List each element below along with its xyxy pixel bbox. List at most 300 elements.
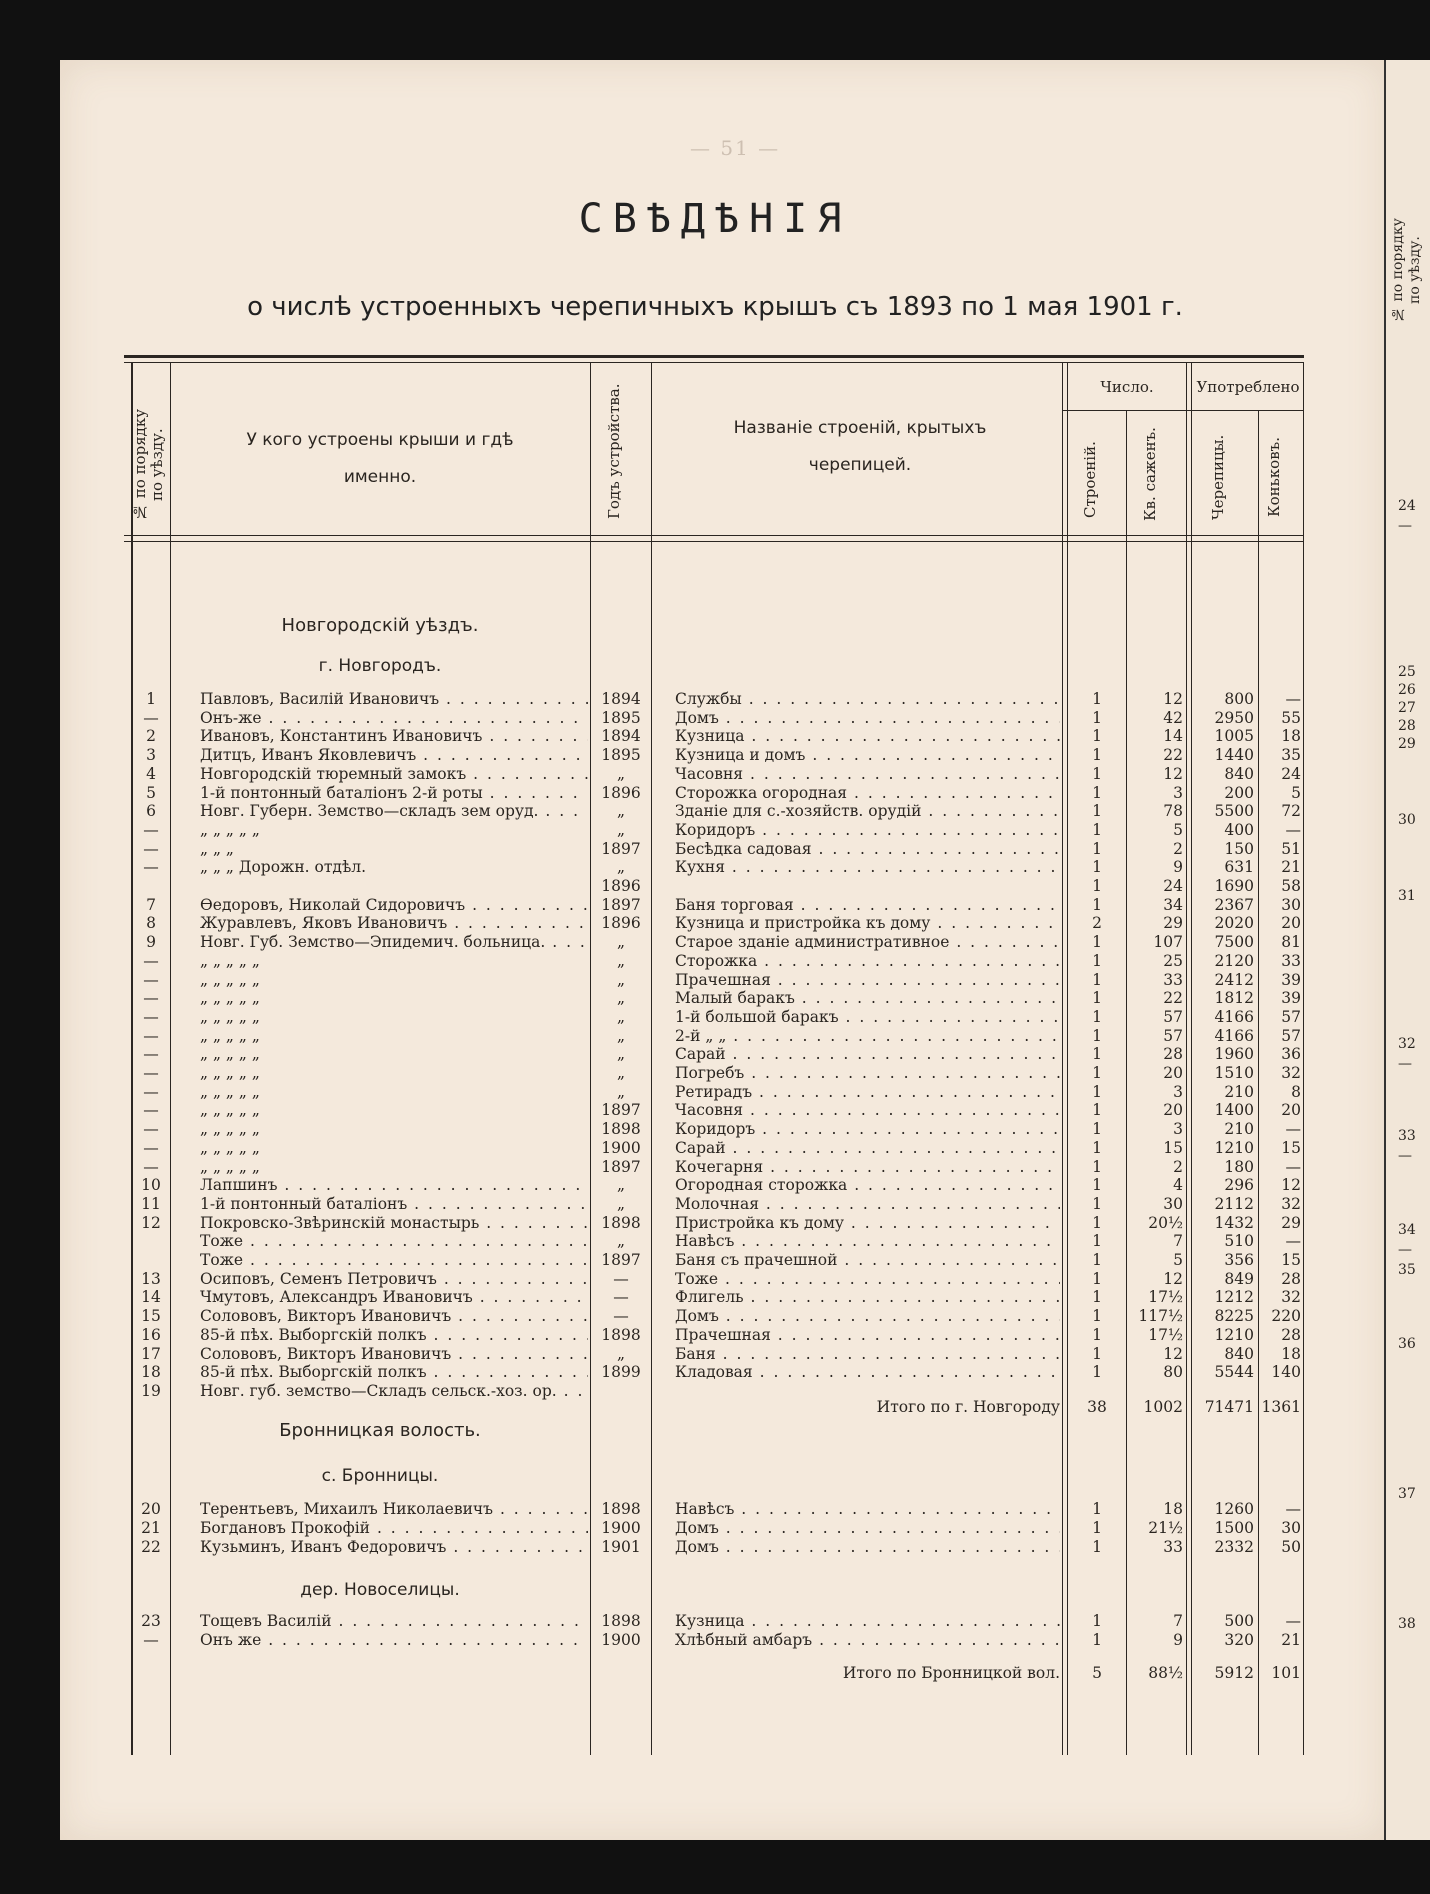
row-year: „ bbox=[616, 1064, 626, 1082]
row-owner: Новг. Губерн. Земство—складъ зем оруд. . . . bbox=[200, 802, 588, 820]
row-year: „ bbox=[616, 802, 626, 821]
row-structures: 1 bbox=[1092, 1138, 1102, 1157]
row-ridges: 33 bbox=[1281, 951, 1301, 970]
col-divider-year bbox=[651, 363, 652, 1755]
right-page-row-number: 26 bbox=[1398, 682, 1416, 698]
right-page-row-number: 36 bbox=[1398, 1336, 1416, 1352]
row-owner: Терентьевъ, Михаилъ Николаевичъ . . . bbox=[200, 1500, 588, 1518]
row-tiles: 296 bbox=[1224, 1176, 1254, 1195]
row-year: 1897 bbox=[601, 895, 641, 914]
row-tiles: 8225 bbox=[1214, 1307, 1254, 1326]
row-year: 1900 bbox=[601, 1631, 641, 1649]
row-number: 20 bbox=[141, 1500, 161, 1518]
row-ridges: 36 bbox=[1281, 1045, 1301, 1064]
header-ridges: Коньковъ. bbox=[1265, 437, 1283, 518]
row-structures: 1 bbox=[1092, 989, 1102, 1008]
section-volost: Бронницкая волость. bbox=[279, 1420, 481, 1441]
row-tiles: 1440 bbox=[1214, 746, 1254, 765]
right-page-row-number: 28 bbox=[1398, 718, 1416, 734]
total-volost-structures: 5 bbox=[1092, 1664, 1102, 1682]
row-owner: 1-й понтонный баталіонъ 2-й роты . . . bbox=[200, 784, 588, 802]
row-building: Кухня . . . bbox=[675, 858, 1060, 876]
row-tiles: 1400 bbox=[1214, 1101, 1254, 1120]
row-structures: 1 bbox=[1092, 802, 1102, 821]
right-page-row-number: 35 bbox=[1398, 1262, 1416, 1278]
total-city-ridges: 1361 bbox=[1261, 1398, 1301, 1416]
row-tiles: 510 bbox=[1224, 1232, 1254, 1251]
row-sq-sazhen: 7 bbox=[1173, 1612, 1183, 1630]
row-tiles: 400 bbox=[1224, 820, 1254, 839]
row-structures: 1 bbox=[1092, 895, 1102, 914]
row-building: Домъ . . . bbox=[675, 1307, 1060, 1325]
row-number: — bbox=[143, 820, 159, 839]
section-village-bronnitsy: с. Бронницы. bbox=[321, 1466, 439, 1486]
right-page-row-number: 24 bbox=[1398, 498, 1416, 514]
row-building: Кладовая . . . bbox=[675, 1363, 1060, 1381]
row-number: — bbox=[143, 1082, 159, 1101]
row-ridges: 12 bbox=[1281, 1176, 1301, 1195]
row-sq-sazhen: 17½ bbox=[1148, 1325, 1183, 1344]
row-sq-sazhen: 12 bbox=[1163, 690, 1183, 708]
row-tiles: 2412 bbox=[1214, 970, 1254, 989]
row-ridges: 55 bbox=[1281, 708, 1301, 727]
row-owner: „ „ „ „ „ bbox=[200, 1101, 260, 1120]
row-building: Сторожка огородная . . . bbox=[675, 784, 1060, 802]
row-sq-sazhen: 33 bbox=[1163, 970, 1183, 989]
row-owner: „ „ „ „ „ bbox=[200, 1157, 260, 1176]
row-owner: Кузьминъ, Иванъ Федоровичъ . . . bbox=[200, 1538, 588, 1556]
right-page-row-number: 37 bbox=[1398, 1486, 1416, 1502]
row-building: Баня . . . bbox=[675, 1345, 1060, 1363]
row-building: Сарай . . . bbox=[675, 1045, 1060, 1063]
row-number: 2 bbox=[146, 727, 156, 746]
row-tiles: 849 bbox=[1224, 1269, 1254, 1288]
row-sq-sazhen: 5 bbox=[1173, 1251, 1183, 1269]
right-page-row-number: 38 bbox=[1398, 1616, 1416, 1632]
row-owner: Тоже . . . bbox=[200, 1232, 588, 1250]
row-tiles: 1812 bbox=[1214, 989, 1254, 1008]
row-ridges: — bbox=[1285, 1500, 1301, 1518]
row-year: 1899 bbox=[601, 1363, 641, 1382]
total-volost-label: Итого по Бронницкой вол. bbox=[842, 1664, 1060, 1682]
row-sq-sazhen: 12 bbox=[1163, 1344, 1183, 1363]
total-volost-sq: 88½ bbox=[1148, 1664, 1183, 1682]
row-owner: Осиповъ, Семенъ Петровичъ . . . bbox=[200, 1270, 588, 1288]
row-structures: 1 bbox=[1092, 1026, 1102, 1045]
row-structures: 1 bbox=[1092, 708, 1102, 727]
row-tiles: 7500 bbox=[1214, 933, 1254, 952]
row-tiles: 1005 bbox=[1214, 727, 1254, 746]
row-ridges: 39 bbox=[1281, 970, 1301, 989]
row-ridges: 21 bbox=[1281, 1631, 1301, 1649]
row-tiles: 356 bbox=[1224, 1251, 1254, 1269]
row-structures: 1 bbox=[1092, 820, 1102, 839]
row-year: 1897 bbox=[601, 1157, 641, 1176]
document-subtitle: о числѣ устроенныхъ черепичныхъ крышъ съ 1893 по 1 мая 1901 г. bbox=[247, 292, 1183, 322]
row-sq-sazhen: 25 bbox=[1163, 951, 1183, 970]
row-structures: 1 bbox=[1092, 1213, 1102, 1232]
right-page-row-number: 32 bbox=[1398, 1036, 1416, 1052]
row-tiles: 210 bbox=[1224, 1082, 1254, 1101]
row-sq-sazhen: 14 bbox=[1163, 727, 1183, 746]
row-building: Коридоръ . . . bbox=[675, 1120, 1060, 1138]
row-tiles: 840 bbox=[1224, 764, 1254, 783]
row-structures: 1 bbox=[1092, 1269, 1102, 1288]
row-sq-sazhen: 33 bbox=[1163, 1538, 1183, 1556]
row-tiles: 2332 bbox=[1214, 1538, 1254, 1556]
row-sq-sazhen: 28 bbox=[1163, 1045, 1183, 1064]
row-year: „ bbox=[616, 1194, 626, 1213]
row-owner: „ „ „ „ „ bbox=[200, 1082, 260, 1101]
row-structures: 1 bbox=[1092, 858, 1102, 877]
total-volost-ridges: 101 bbox=[1271, 1664, 1301, 1682]
col-divider-right bbox=[1303, 363, 1304, 1755]
row-number: — bbox=[143, 1007, 159, 1026]
document-title: СВѢДѢНІЯ bbox=[578, 196, 852, 242]
row-owner: „ „ „ „ „ bbox=[200, 1045, 260, 1064]
row-sq-sazhen: 107 bbox=[1153, 933, 1183, 952]
row-year: — bbox=[613, 1307, 629, 1326]
row-year: 1897 bbox=[601, 1101, 641, 1120]
row-owner: „ „ „ bbox=[200, 839, 234, 858]
row-building: Навѣсъ . . . bbox=[675, 1500, 1060, 1518]
row-building: Баня съ прачешной . . . bbox=[675, 1251, 1060, 1269]
row-year: „ bbox=[616, 820, 626, 839]
row-tiles: 1212 bbox=[1214, 1288, 1254, 1307]
row-ridges: — bbox=[1285, 1232, 1301, 1251]
row-year: „ bbox=[616, 1176, 626, 1195]
row-year: 1898 bbox=[601, 1500, 641, 1518]
row-building: Баня торговая . . . bbox=[675, 896, 1060, 914]
row-owner: Солововъ, Викторъ Ивановичъ . . . bbox=[200, 1345, 588, 1363]
row-ridges: 35 bbox=[1281, 746, 1301, 765]
row-sq-sazhen: 15 bbox=[1163, 1138, 1183, 1157]
right-page-row-number: 27 bbox=[1398, 700, 1416, 716]
right-page-header: № по порядку по уѣзду. bbox=[1390, 218, 1423, 322]
row-building: Флигель . . . bbox=[675, 1288, 1060, 1306]
row-structures: 1 bbox=[1092, 690, 1102, 708]
row-tiles: 1960 bbox=[1214, 1045, 1254, 1064]
row-year: 1900 bbox=[601, 1138, 641, 1157]
row-building: Домъ . . . bbox=[675, 1538, 1060, 1556]
row-building: Кочегарня . . . bbox=[675, 1158, 1060, 1176]
row-number: — bbox=[143, 1120, 159, 1139]
row-tiles: 1260 bbox=[1214, 1500, 1254, 1518]
row-tiles: 4166 bbox=[1214, 1007, 1254, 1026]
total-volost-tiles: 5912 bbox=[1214, 1664, 1254, 1682]
row-building: Бесѣдка садовая . . . bbox=[675, 840, 1060, 858]
row-year: 1897 bbox=[601, 1251, 641, 1269]
row-tiles: 2112 bbox=[1214, 1194, 1254, 1213]
row-sq-sazhen: 3 bbox=[1173, 1082, 1183, 1101]
row-year: „ bbox=[616, 1026, 626, 1045]
row-structures: 1 bbox=[1092, 1538, 1102, 1556]
row-tiles: 1210 bbox=[1214, 1325, 1254, 1344]
row-building: Кузница . . . bbox=[675, 727, 1060, 745]
row-sq-sazhen: 9 bbox=[1173, 858, 1183, 877]
row-tiles: 1510 bbox=[1214, 1064, 1254, 1082]
row-structures: 2 bbox=[1092, 914, 1102, 933]
row-ridges: 32 bbox=[1281, 1194, 1301, 1213]
row-structures: 1 bbox=[1092, 951, 1102, 970]
row-tiles: 631 bbox=[1224, 858, 1254, 877]
row-number: 14 bbox=[141, 1288, 161, 1307]
page-number: — 51 — bbox=[690, 136, 781, 160]
header-bottom-border-2 bbox=[124, 541, 1304, 542]
row-tiles: 200 bbox=[1224, 783, 1254, 802]
row-number: 6 bbox=[146, 802, 156, 821]
row-building: Службы . . . bbox=[675, 690, 1060, 708]
row-building: Сторожка . . . bbox=[675, 952, 1060, 970]
header-tiles: Черепицы. bbox=[1209, 434, 1227, 521]
row-structures: 1 bbox=[1092, 1612, 1102, 1630]
row-year: 1895 bbox=[601, 746, 641, 765]
row-sq-sazhen: 18 bbox=[1163, 1500, 1183, 1518]
row-structures: 1 bbox=[1092, 1120, 1102, 1139]
row-ridges: 24 bbox=[1281, 764, 1301, 783]
row-owner: Солововъ, Викторъ Ивановичъ . . . bbox=[200, 1307, 588, 1325]
row-owner: „ „ „ „ „ bbox=[200, 1120, 260, 1139]
row-year: 1898 bbox=[601, 1612, 641, 1630]
row-sq-sazhen: 9 bbox=[1173, 1631, 1183, 1649]
row-number: 10 bbox=[141, 1176, 161, 1195]
row-ridges: 39 bbox=[1281, 989, 1301, 1008]
row-sq-sazhen: 4 bbox=[1173, 1176, 1183, 1195]
row-structures: 1 bbox=[1092, 1325, 1102, 1344]
row-owner: Богдановъ Прокофій . . . bbox=[200, 1519, 588, 1537]
right-page-row-number: — bbox=[1398, 1242, 1412, 1258]
row-year: „ bbox=[616, 933, 626, 952]
row-year: 1896 bbox=[601, 783, 641, 802]
row-sq-sazhen: 24 bbox=[1163, 877, 1183, 895]
row-tiles: 180 bbox=[1224, 1157, 1254, 1176]
row-year: 1898 bbox=[601, 1325, 641, 1344]
row-number: 13 bbox=[141, 1269, 161, 1288]
right-page-row-number: — bbox=[1398, 1148, 1412, 1164]
header-bottom-border bbox=[124, 535, 1304, 536]
row-structures: 1 bbox=[1092, 764, 1102, 783]
row-tiles: 150 bbox=[1224, 839, 1254, 858]
section-uezd: Новгородскій уѣздъ. bbox=[281, 615, 479, 636]
row-building: Хлѣбный амбаръ . . . bbox=[675, 1631, 1060, 1649]
row-structures: 1 bbox=[1092, 727, 1102, 746]
row-number: — bbox=[143, 708, 159, 727]
row-ridges: 15 bbox=[1281, 1138, 1301, 1157]
right-page-row-number: 31 bbox=[1398, 888, 1416, 904]
row-building: Ретирадъ . . . bbox=[675, 1083, 1060, 1101]
row-building: Малый баракъ . . . bbox=[675, 989, 1060, 1007]
row-number: — bbox=[143, 1631, 159, 1649]
row-structures: 1 bbox=[1092, 1157, 1102, 1176]
row-sq-sazhen: 21½ bbox=[1148, 1519, 1183, 1537]
row-ridges: — bbox=[1285, 1612, 1301, 1630]
row-owner: Новг. Губ. Земство—Эпидемич. больница. . . . bbox=[200, 933, 588, 951]
right-page-row-number: — bbox=[1398, 1056, 1412, 1072]
row-number: 19 bbox=[141, 1381, 161, 1400]
row-building: Домъ . . . bbox=[675, 709, 1060, 727]
row-sq-sazhen: 12 bbox=[1163, 764, 1183, 783]
row-structures: 1 bbox=[1092, 1064, 1102, 1082]
row-tiles: 320 bbox=[1224, 1631, 1254, 1649]
row-structures: 1 bbox=[1092, 1251, 1102, 1269]
row-year: 1896 bbox=[601, 877, 641, 895]
row-number: 1 bbox=[146, 690, 156, 708]
row-structures: 1 bbox=[1092, 783, 1102, 802]
col-divider-owner bbox=[590, 363, 591, 1755]
row-number: — bbox=[143, 858, 159, 877]
table-top-border-thin bbox=[124, 362, 1304, 363]
row-structures: 1 bbox=[1092, 1176, 1102, 1195]
row-ridges: — bbox=[1285, 1120, 1301, 1139]
row-sq-sazhen: 80 bbox=[1163, 1363, 1183, 1382]
row-building: Часовня . . . bbox=[675, 1101, 1060, 1119]
row-number: — bbox=[143, 951, 159, 970]
row-tiles: 5500 bbox=[1214, 802, 1254, 821]
row-number: — bbox=[143, 989, 159, 1008]
row-sq-sazhen: 2 bbox=[1173, 839, 1183, 858]
row-year: 1894 bbox=[601, 690, 641, 708]
row-sq-sazhen: 57 bbox=[1163, 1007, 1183, 1026]
row-structures: 1 bbox=[1092, 1344, 1102, 1363]
group-header-divider bbox=[1062, 410, 1304, 411]
header-year: Годъ устройства. bbox=[605, 383, 623, 519]
row-ridges: 20 bbox=[1281, 1101, 1301, 1120]
row-structures: 1 bbox=[1092, 839, 1102, 858]
row-number: — bbox=[143, 1138, 159, 1157]
row-number: 4 bbox=[146, 764, 156, 783]
header-owner: У кого устроены крыши и гдѣ именно. bbox=[246, 430, 514, 487]
row-owner: Онъ же . . . bbox=[200, 1631, 588, 1649]
row-structures: 1 bbox=[1092, 1288, 1102, 1307]
row-owner: Покровско-Звѣринскій монастырь . . . bbox=[200, 1214, 588, 1232]
row-owner: „ „ „ „ „ bbox=[200, 1064, 260, 1082]
row-tiles: 2020 bbox=[1214, 914, 1254, 933]
row-structures: 1 bbox=[1092, 1194, 1102, 1213]
row-year: „ bbox=[616, 970, 626, 989]
row-sq-sazhen: 42 bbox=[1163, 708, 1183, 727]
row-ridges: 220 bbox=[1271, 1307, 1301, 1326]
row-structures: 1 bbox=[1092, 1631, 1102, 1649]
row-number: 18 bbox=[141, 1363, 161, 1382]
row-tiles: 840 bbox=[1224, 1344, 1254, 1363]
row-ridges: — bbox=[1285, 820, 1301, 839]
row-number: 8 bbox=[146, 914, 156, 933]
row-ridges: 18 bbox=[1281, 1344, 1301, 1363]
row-ridges: 81 bbox=[1281, 933, 1301, 952]
row-ridges: 51 bbox=[1281, 839, 1301, 858]
row-tiles: 2950 bbox=[1214, 708, 1254, 727]
row-owner: „ „ „ „ „ bbox=[200, 820, 260, 839]
row-number: 11 bbox=[141, 1194, 161, 1213]
row-tiles: 1432 bbox=[1214, 1213, 1254, 1232]
row-owner: „ „ „ „ „ bbox=[200, 1007, 260, 1026]
row-ridges: — bbox=[1285, 1157, 1301, 1176]
header-count-group: Число. bbox=[1100, 378, 1154, 396]
row-building: Пристройка къ дому . . . bbox=[675, 1214, 1060, 1232]
row-building: Прачешная . . . bbox=[675, 971, 1060, 989]
row-building: Молочная . . . bbox=[675, 1195, 1060, 1213]
row-tiles: 4166 bbox=[1214, 1026, 1254, 1045]
right-page-row-number: 34 bbox=[1398, 1222, 1416, 1238]
row-ridges: 21 bbox=[1281, 858, 1301, 877]
row-number: 12 bbox=[141, 1213, 161, 1232]
row-structures: 1 bbox=[1092, 1101, 1102, 1120]
row-building: Коридоръ . . . bbox=[675, 821, 1060, 839]
row-owner: Лапшинъ . . . bbox=[200, 1176, 588, 1194]
row-ridges: 58 bbox=[1281, 877, 1301, 895]
right-page-row-number: 29 bbox=[1398, 736, 1416, 752]
row-sq-sazhen: 30 bbox=[1163, 1194, 1183, 1213]
row-owner: Павловъ, Василій Ивановичъ . . . bbox=[200, 690, 588, 708]
row-number: — bbox=[143, 839, 159, 858]
row-sq-sazhen: 17½ bbox=[1148, 1288, 1183, 1307]
row-tiles: 2120 bbox=[1214, 951, 1254, 970]
row-ridges: 20 bbox=[1281, 914, 1301, 933]
row-tiles: 210 bbox=[1224, 1120, 1254, 1139]
row-structures: 1 bbox=[1092, 877, 1102, 895]
row-owner: Новгородскій тюремный замокъ . . . bbox=[200, 765, 588, 783]
total-city-tiles: 71471 bbox=[1204, 1398, 1254, 1416]
row-year: 1896 bbox=[601, 914, 641, 933]
row-building: Часовня . . . bbox=[675, 765, 1060, 783]
row-year: „ bbox=[616, 764, 626, 783]
row-ridges: 32 bbox=[1281, 1064, 1301, 1082]
col-divider-sq bbox=[1186, 363, 1187, 1755]
row-number: 5 bbox=[146, 783, 156, 802]
row-ridges: 57 bbox=[1281, 1007, 1301, 1026]
row-ridges: 5 bbox=[1291, 783, 1301, 802]
row-year: „ bbox=[616, 1007, 626, 1026]
row-ridges: 32 bbox=[1281, 1288, 1301, 1307]
row-sq-sazhen: 2 bbox=[1173, 1157, 1183, 1176]
row-ridges: 140 bbox=[1271, 1363, 1301, 1382]
row-structures: 1 bbox=[1092, 1363, 1102, 1382]
row-owner: „ „ „ „ „ bbox=[200, 1026, 260, 1045]
right-page-row-number: 30 bbox=[1398, 812, 1416, 828]
row-number: 7 bbox=[146, 895, 156, 914]
row-number: 21 bbox=[141, 1519, 161, 1537]
row-owner: Тоже . . . bbox=[200, 1251, 588, 1269]
row-building: Огородная сторожка . . . bbox=[675, 1176, 1060, 1194]
row-structures: 1 bbox=[1092, 1007, 1102, 1026]
row-ridges: 29 bbox=[1281, 1213, 1301, 1232]
header-used-group: Употреблено bbox=[1196, 378, 1300, 396]
row-structures: 1 bbox=[1092, 970, 1102, 989]
row-building: Прачешная . . . bbox=[675, 1326, 1060, 1344]
row-tiles: 1690 bbox=[1214, 877, 1254, 895]
row-owner: Чмутовъ, Александръ Ивановичъ . . . bbox=[200, 1288, 588, 1306]
row-structures: 1 bbox=[1092, 933, 1102, 952]
row-owner: Новг. губ. земство—Складъ сельск.-хоз. ор. . . . bbox=[200, 1382, 588, 1400]
row-structures: 1 bbox=[1092, 1082, 1102, 1101]
row-ridges: 8 bbox=[1291, 1082, 1301, 1101]
row-building: Тоже . . . bbox=[675, 1270, 1060, 1288]
row-owner: Тощевъ Василій . . . bbox=[200, 1612, 588, 1630]
row-number: 3 bbox=[146, 746, 156, 765]
row-structures: 1 bbox=[1092, 1232, 1102, 1251]
row-year: „ bbox=[616, 1232, 626, 1251]
total-city-sq: 1002 bbox=[1143, 1398, 1183, 1416]
row-owner: „ „ „ „ „ bbox=[200, 1138, 260, 1157]
row-building: Зданіе для с.-хозяйств. орудій . . . bbox=[675, 802, 1060, 820]
row-structures: 1 bbox=[1092, 1519, 1102, 1537]
row-owner: 1-й понтонный баталіонъ . . . bbox=[200, 1195, 588, 1213]
col-divider-building bbox=[1062, 363, 1063, 1755]
row-building: Погребъ . . . bbox=[675, 1064, 1060, 1082]
row-owner: Онъ-же . . . bbox=[200, 709, 588, 727]
row-owner: Дитцъ, Иванъ Яковлевичъ . . . bbox=[200, 746, 588, 764]
row-year: 1897 bbox=[601, 839, 641, 858]
